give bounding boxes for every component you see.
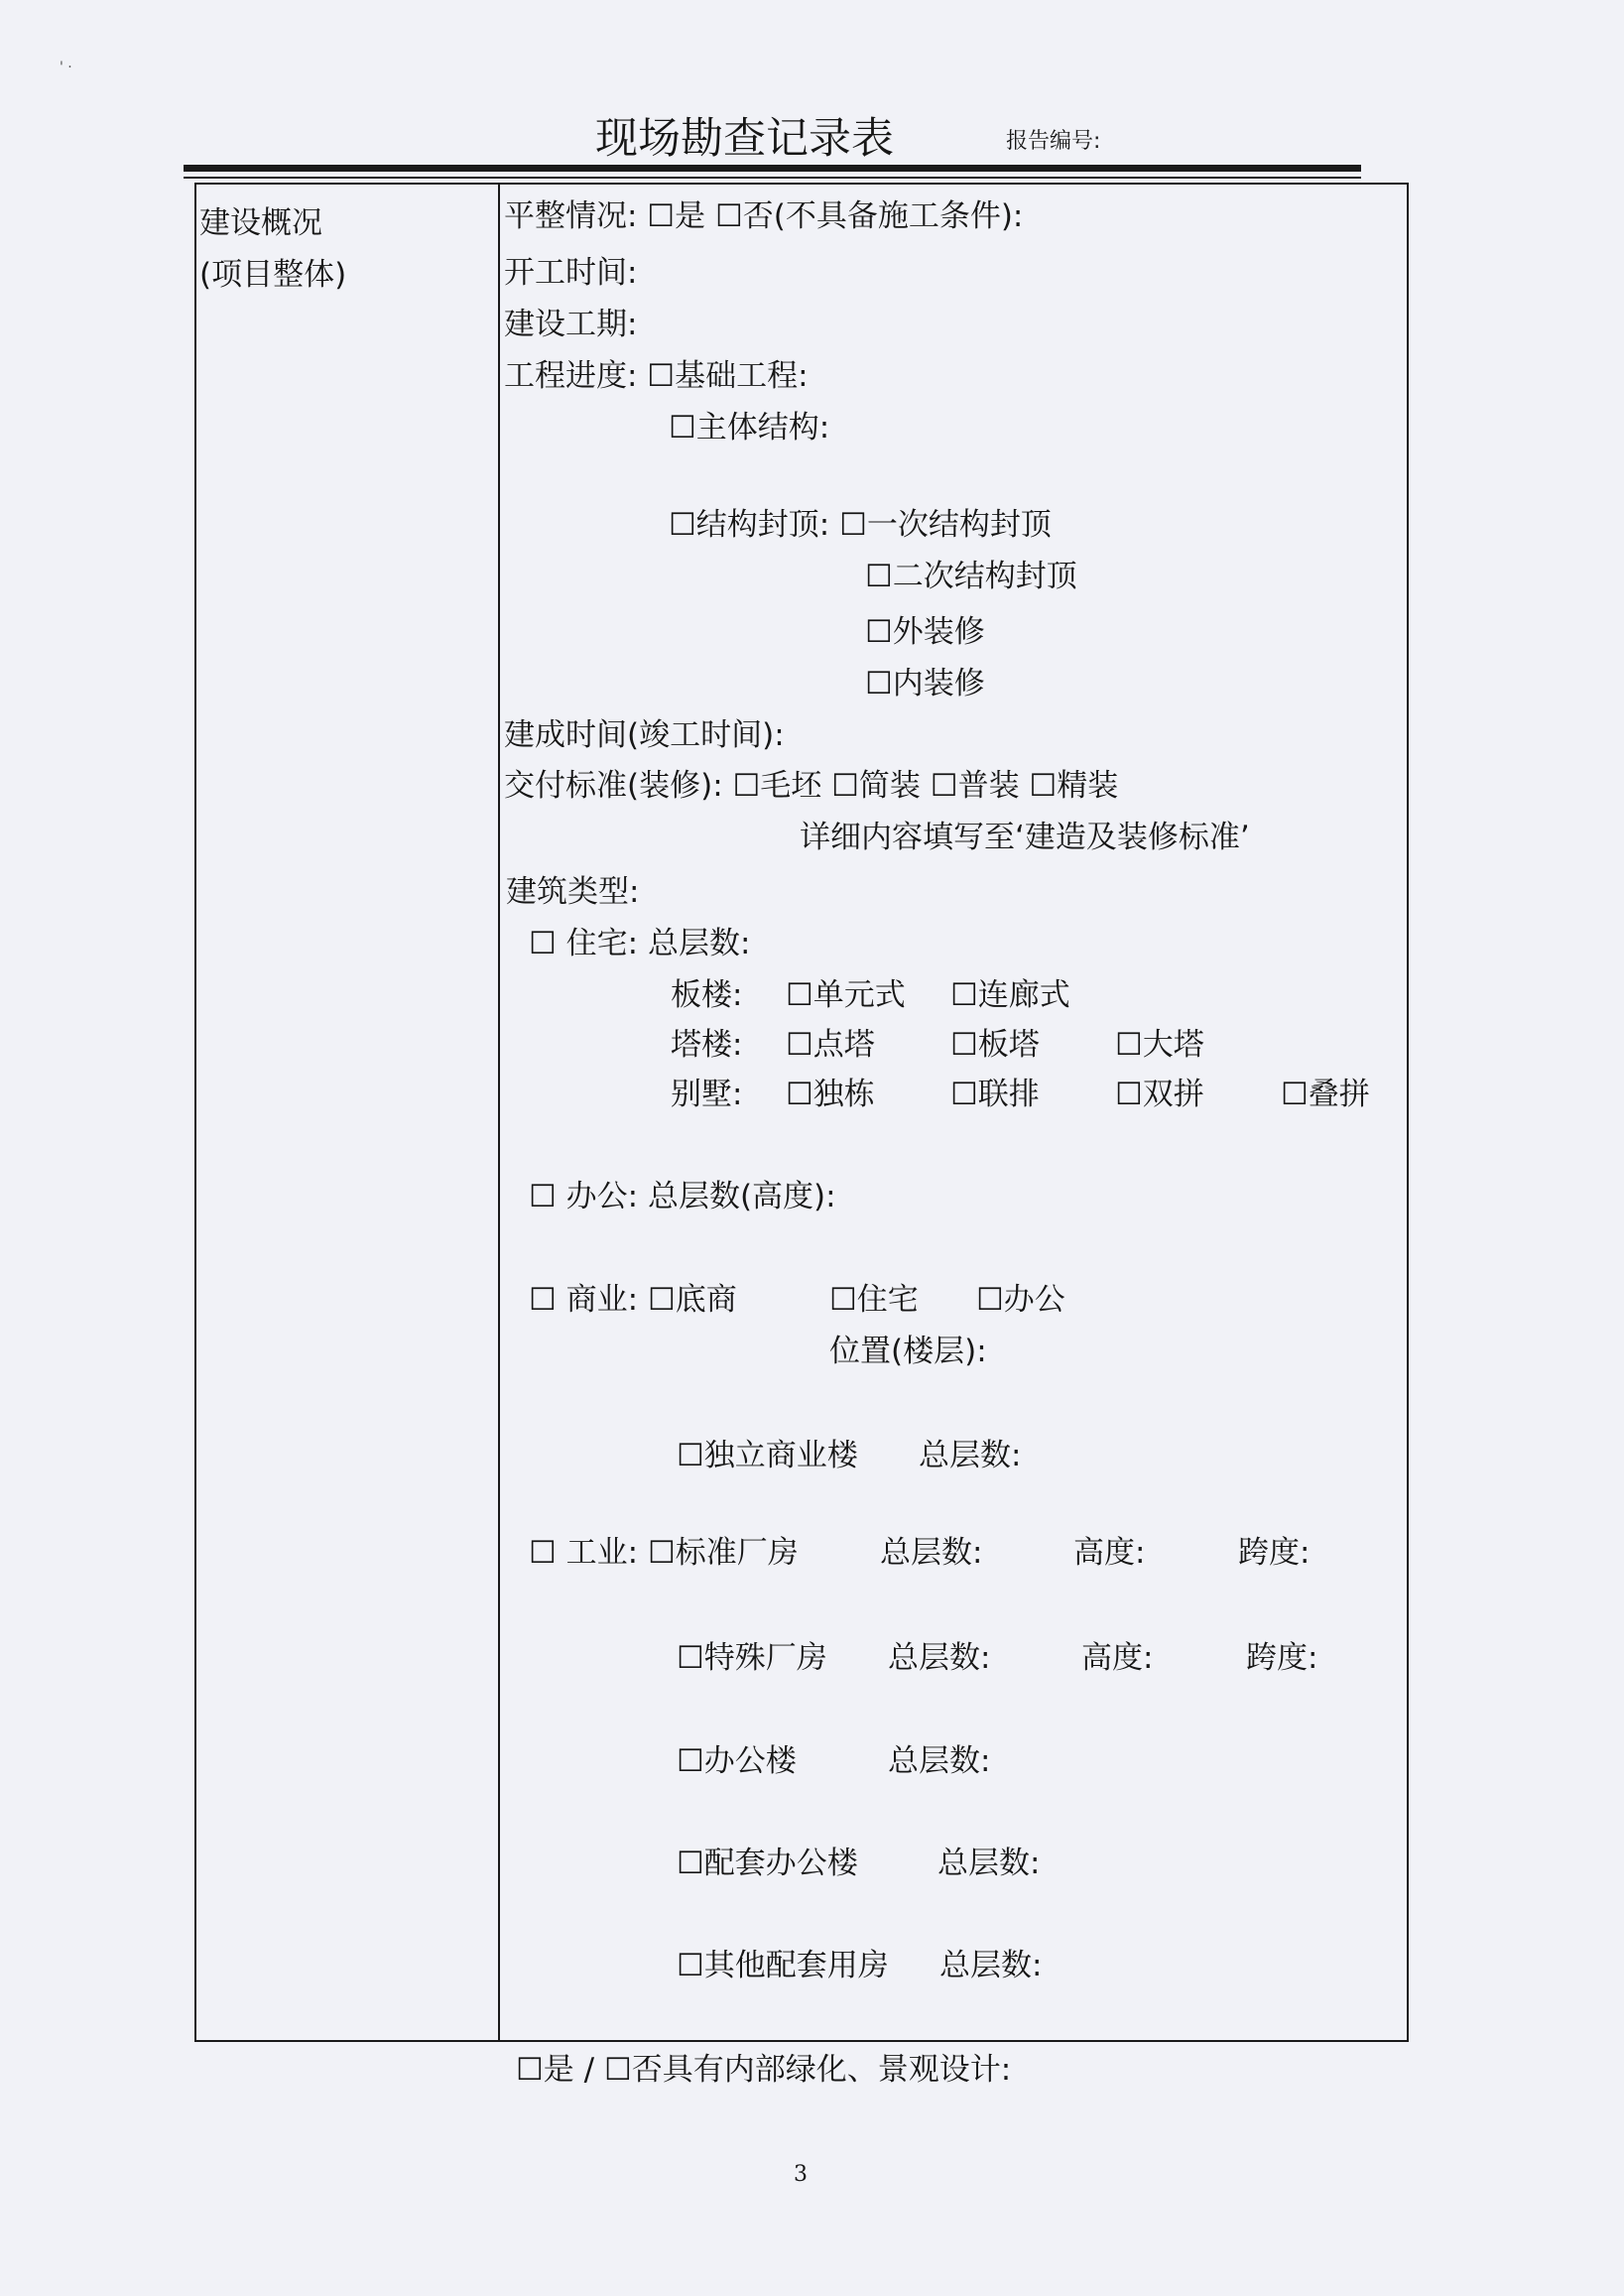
section-subheading: (项目整体): [199, 257, 347, 293]
progress-interior: ☐内装修: [865, 666, 985, 702]
header-rule-thin: [184, 177, 1361, 179]
villa-semi-option: ☐双拼: [1115, 1077, 1204, 1112]
standalone-commercial-option: ☐独立商业楼: [677, 1438, 858, 1473]
page-number: 3: [794, 2162, 808, 2187]
delivery-note: 详细内容填写至‘建造及装修标准’: [800, 820, 1250, 855]
standard-factory-height: 高度:: [1073, 1535, 1146, 1571]
slab-unit-option: ☐单元式: [786, 977, 906, 1013]
tower-point-option: ☐点塔: [786, 1027, 875, 1063]
construction-period-row: 建设工期:: [504, 307, 638, 342]
special-factory-height: 高度:: [1081, 1640, 1154, 1676]
tower-slab-option: ☐板塔: [950, 1027, 1040, 1063]
completion-time-row: 建成时间(竣工时间):: [504, 717, 785, 753]
industrial-row: ☐ 工业: ☐标准厂房: [529, 1535, 799, 1571]
progress-topping-row: ☐结构封顶: ☐一次结构封顶: [669, 507, 1052, 543]
tower-large-option: ☐大塔: [1115, 1027, 1204, 1063]
progress-topping-second: ☐二次结构封顶: [865, 559, 1077, 594]
section-heading: 建设概况: [199, 205, 322, 241]
standalone-commercial-floors: 总层数:: [919, 1438, 1022, 1473]
commercial-residential-option: ☐住宅: [829, 1282, 919, 1318]
slab-corridor-option: ☐连廊式: [950, 977, 1070, 1013]
villa-label: 别墅:: [671, 1077, 743, 1112]
villa-row-option: ☐联排: [950, 1077, 1040, 1112]
residential-row: ☐ 住宅: 总层数:: [529, 926, 751, 961]
supporting-office-option: ☐配套办公楼: [677, 1846, 858, 1881]
tower-label: 塔楼:: [671, 1027, 743, 1063]
delivery-standard-row: 交付标准(装修): ☐毛坯 ☐简装 ☐普装 ☐精装: [504, 768, 1119, 804]
column-divider: [498, 183, 500, 2042]
header-rule-thick: [184, 165, 1361, 172]
special-factory-option: ☐特殊厂房: [677, 1640, 827, 1676]
special-factory-floors: 总层数:: [888, 1640, 991, 1676]
supporting-office-floors: 总层数:: [937, 1846, 1041, 1881]
greening-row: ☐是 / ☐否具有内部绿化、景观设计:: [516, 2052, 1012, 2088]
other-supporting-option: ☐其他配套用房: [677, 1948, 889, 1983]
report-number-label: 报告编号:: [1006, 129, 1101, 154]
progress-foundation-row: 工程进度: ☐基础工程:: [504, 358, 809, 394]
scan-specks: ' ·: [60, 60, 72, 75]
other-supporting-floors: 总层数:: [939, 1948, 1043, 1983]
commercial-office-option: ☐办公: [976, 1282, 1065, 1318]
office-row: ☐ 办公: 总层数(高度):: [529, 1179, 836, 1214]
special-factory-span: 跨度:: [1246, 1640, 1318, 1676]
villa-stacked-option: ☐叠拼: [1281, 1077, 1370, 1112]
standard-factory-floors: 总层数:: [880, 1535, 983, 1571]
commercial-location: 位置(楼层):: [829, 1334, 987, 1369]
progress-main-structure-row: ☐主体结构:: [669, 410, 830, 446]
villa-detached-option: ☐独栋: [786, 1077, 875, 1112]
standard-factory-span: 跨度:: [1238, 1535, 1311, 1571]
page-title: 现场勘查记录表: [595, 114, 894, 164]
office-building-option: ☐办公楼: [677, 1743, 797, 1779]
office-building-floors: 总层数:: [888, 1743, 991, 1779]
commercial-row: ☐ 商业: ☐底商: [529, 1282, 737, 1318]
progress-exterior: ☐外装修: [865, 614, 985, 650]
slab-label: 板楼:: [671, 977, 743, 1013]
start-time-row: 开工时间:: [504, 255, 638, 291]
building-type-label: 建筑类型:: [506, 874, 640, 910]
flatness-row: 平整情况: ☐是 ☐否(不具备施工条件):: [504, 198, 1024, 234]
